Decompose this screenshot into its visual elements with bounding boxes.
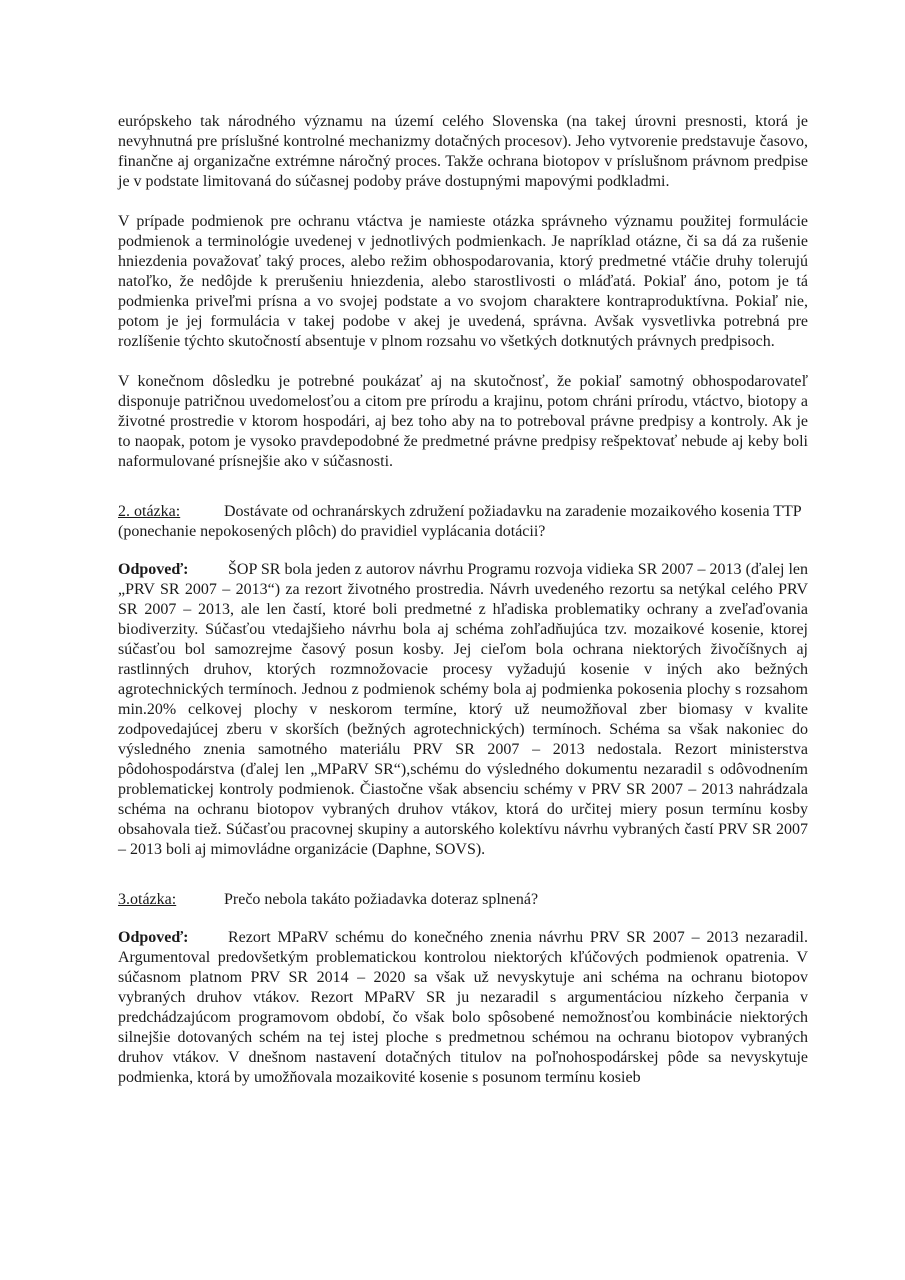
answer-3-label: Odpoveď: [118,929,189,946]
answer-2-label: Odpoveď: [118,561,189,578]
answer-2 [118,560,808,860]
paragraph-biotopes: európskeho tak národného významu na území celého Slovenska (na takej úrovni presnosti, ktorá je nevyhnutná pre príslušné kontrolné mechanizmy dotačných procesov). Jeho vytvorenie predstavuje časovo, finančne aj organizačne extrémne náročný proces. Takže ochrana biotopov v príslušnom právnom predpise je v podstate limitovaná do súčasnej podoby práve dostupnými mapovými podkladmi. [118,113,808,190]
question-2-text: Dostávate od ochranárskych združení požiadavku na zaradenie mozaikového kosenia TTP (ponechanie nepokosených plôch) do pravidiel vyplácania dotácii? [118,503,802,540]
answer-3 [118,928,808,1088]
question-3-label: 3.otázka: [118,891,177,908]
document-page [118,112,808,1108]
question-2 [118,502,808,542]
question-2-label: 2. otázka: [118,503,181,520]
question-3 [118,890,808,910]
paragraph-bird-protection: V prípade podmienok pre ochranu vtáctva je namieste otázka správneho významu použitej formulácie podmienok a terminológie uvedenej v jednotlivých podmienkach. Je napríklad otázne, či sa dá za rušenie hniezdenia považovať taký proces, alebo režim obhospodarovania, ktorý predmetné vtáčie druhy tolerujú natoľko, že nedôjde k prerušeniu hniezdenia, alebo starostlivosti o mláďatá. Pokiaľ áno, potom je tá podmienka priveľmi prísna a vo svojej podstate a vo svojom charaktere kontraproduktívna. Pokiaľ nie, potom je jej formulácia v takej podobe v akej je uvedená, správna. Avšak vysvetlivka potrebná pre rozlíšenie týchto skutočností absentuje v plnom rozsahu vo všetkých dotknutých právnych predpisoch. [118,213,808,350]
question-3-text: Prečo nebola takáto požiadavka doteraz splnená? [224,891,539,908]
answer-2-text: ŠOP SR bola jeden z autorov návrhu Programu rozvoja vidieka SR 2007 – 2013 (ďalej len „PRV SR 2007 – 2013“) za rezort životného prostredia. Návrh uvedeného rezortu sa netýkal celého PRV SR 2007 – 2013, ale len častí, ktoré boli predmetné z hľadiska problematiky ochrany a zveľaďovania biodiverzity. Súčasťou vtedajšieho návrhu bola aj schéma zohľadňujúca tzv. mozaikové kosenie, ktorej súčasťou bol samozrejme časový posun kosby. Jej cieľom bola ochrana niektorých živočíšnych aj rastlinných druhov, ktorých rozmnožovacie procesy vyžadujú kosenie v iných ako bežných agrotechnických termínoch. Jednou z podmienok schémy bola aj podmienka pokosenia plochy s rozsahom min.20% celkovej plochy v neskorom termíne, ktorý už neumožňoval zber biomasy v kvalite zodpovedajúcej zberu v skorších (bežných agrotechnických) termínoch. Schéma sa však nakoniec do výsledného znenia samotného materiálu PRV SR 2007 – 2013 nedostala. Rezort ministerstva pôdohospodárstva (ďalej len „MPaRV SR“),schému do výsledného dokumentu nezaradil s odôvodnením problematickej kontroly podmienok. Čiastočne však absenciu schémy v PRV SR 2007 – 2013 nahrádzala schéma na ochranu biotopov vybraných druhov vtákov, ktorá do určitej miery posun termínu kosby obsahovala tiež. Súčasťou pracovnej skupiny a autorského kolektívu návrhu vybraných častí PRV SR 2007 – 2013 boli aj mimovládne organizácie (Daphne, SOVS). [118,561,808,858]
answer-3-text: Rezort MPaRV schému do konečného znenia návrhu PRV SR 2007 – 2013 nezaradil. Argumentoval predovšetkým problematickou kontrolou niektorých kľúčových podmienok opatrenia. V súčasnom platnom PRV SR 2014 – 2020 sa však už nevyskytuje ani schéma na ochranu biotopov vybraných druhov vtákov. Rezort MPaRV SR ju nezaradil s argumentáciou nízkeho čerpania v predchádzajúcom programovom období, čo však bolo spôsobené nemožnosťou kombinácie niektorých silnejšie dotovaných schém na tej istej ploche s predmetnou schémou na ochranu biotopov vybraných druhov vtákov. V dnešnom nastavení dotačných titulov na poľnohospodárskej pôde sa nevyskytuje podmienka, ktorá by umožňovala mozaikovité kosenie s posunom termínu kosieb [118,929,808,1086]
paragraph-conclusion: V konečnom dôsledku je potrebné poukázať aj na skutočnosť, že pokiaľ samotný obhospodarovateľ disponuje patričnou uvedomelosťou a citom pre prírodu a krajinu, potom chráni prírodu, vtáctvo, biotopy a životné prostredie v ktorom hospodári, aj bez toho aby na to potreboval právne predpisy a kontroly. Ak je to naopak, potom je vysoko pravdepodobné že predmetné právne predpisy rešpektovať nebude aj keby boli naformulované prísnejšie ako v súčasnosti. [118,373,808,470]
